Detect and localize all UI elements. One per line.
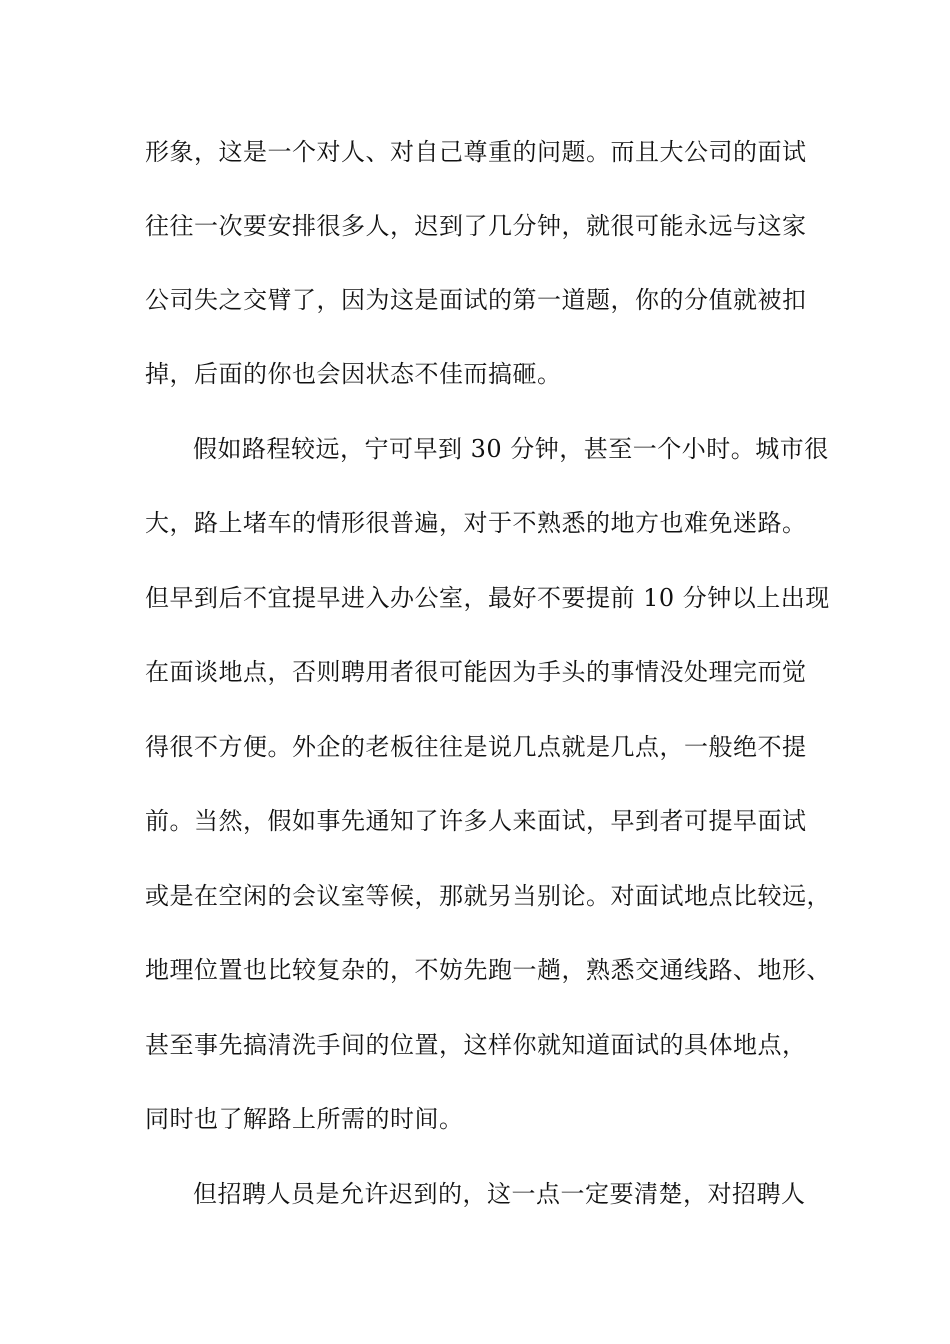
text-line-11: 或是在空闲的会议室等候，那就另当别论。对面试地点比较远，: [145, 882, 831, 910]
text-line-7: 但早到后不宜提早进入办公室，最好不要提前 10 分钟以上出现: [145, 584, 830, 612]
text-line-3: 公司失之交臂了，因为这是面试的第一道题，你的分值就被扣: [145, 286, 807, 314]
text-line-1: 形象，这是一个对人、对自己尊重的问题。而且大公司的面试: [145, 138, 807, 166]
text-line-12: 地理位置也比较复杂的，不妨先跑一趟，熟悉交通线路、地形、: [145, 956, 831, 984]
text-line-14: 同时也了解路上所需的时间。: [145, 1105, 464, 1133]
text-line-2: 往往一次要安排很多人，迟到了几分钟，就很可能永远与这家: [145, 212, 807, 240]
text-line-6: 大，路上堵车的情形很普遍，对于不熟悉的地方也难免迷路。: [145, 509, 807, 537]
text-line-10: 前。当然，假如事先通知了许多人来面试，早到者可提早面试: [145, 807, 807, 835]
text-line-5: 假如路程较远，宁可早到 30 分钟，甚至一个小时。城市很: [193, 435, 829, 463]
text-line-15: 但招聘人员是允许迟到的，这一点一定要清楚，对招聘人: [193, 1180, 806, 1208]
text-line-4: 掉，后面的你也会因状态不佳而搞砸。: [145, 360, 562, 388]
text-line-13: 甚至事先搞清洗手间的位置，这样你就知道面试的具体地点，: [145, 1031, 807, 1059]
text-line-8: 在面谈地点，否则聘用者很可能因为手头的事情没处理完而觉: [145, 658, 807, 686]
text-line-9: 得很不方便。外企的老板往往是说几点就是几点，一般绝不提: [145, 733, 807, 761]
